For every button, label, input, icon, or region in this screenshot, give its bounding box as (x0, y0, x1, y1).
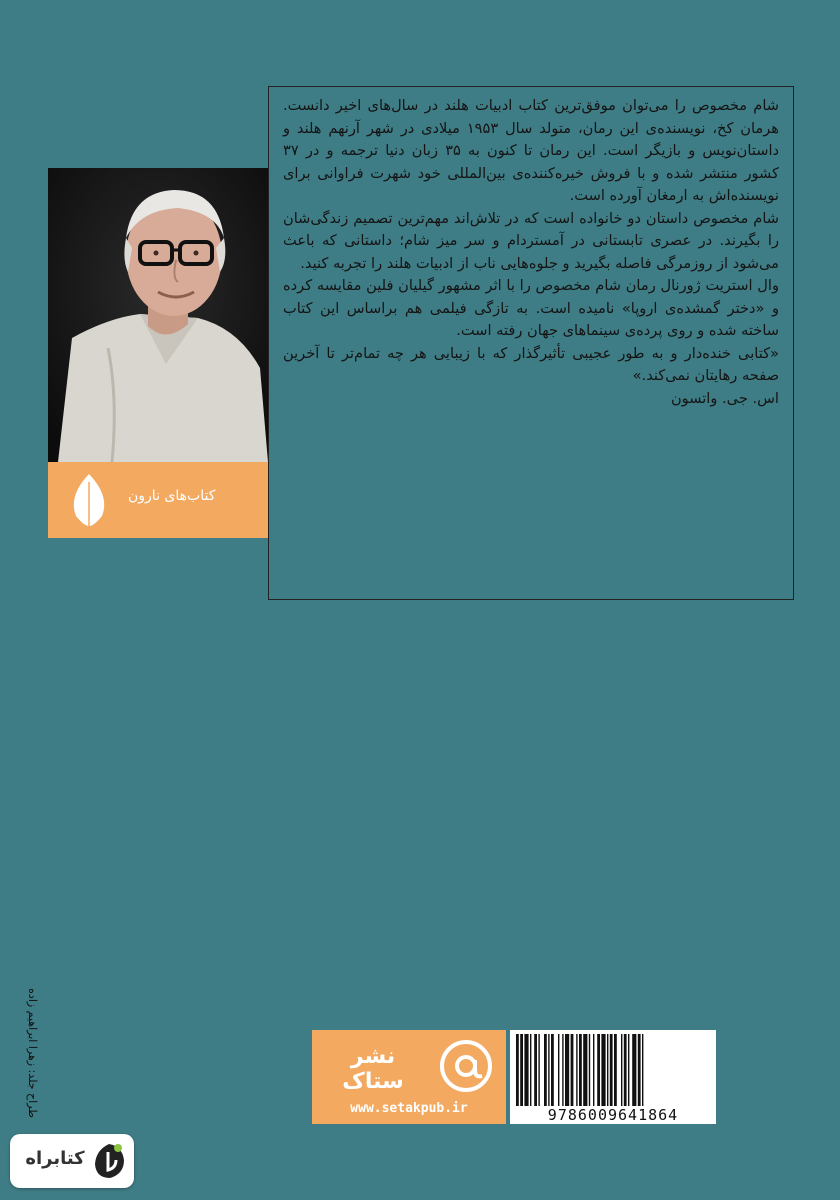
review-quote: «کتابی خنده‌دار و به طور عجیبی تأثیرگذار که با زیبایی هر چه تمام‌تر تا آخرین صفحه رهایتان نمی‌کند.» (283, 344, 779, 384)
cover-designer-credit: طراح جلد: زهرا ابراهیم زاده (26, 988, 39, 1118)
review-author: اس. جی. واتسون (670, 389, 779, 407)
description-paragraph: وال استریت ژورنال رمان شام مخصوص را با اثر مشهور گیلیان فلین مقایسه کرده و «دختر گمشده‌ی اروپا» نامیده است. به تازگی فیلمی هم براساس این کتاب ساخته شده و روی پرده‌ی سینماهای جهان رفته است. (283, 277, 779, 339)
book-description (268, 86, 794, 600)
publisher-name: نشر ستاک (342, 1044, 404, 1094)
at-sign-icon (438, 1038, 494, 1094)
isbn-number: 9786009641864 (510, 1106, 716, 1124)
leaf-icon (64, 470, 114, 530)
ketabrah-logo-icon (92, 1142, 126, 1180)
description-paragraph: شام مخصوص داستان دو خانواده است که در تلاش‌اند مهم‌ترین تصمیم زندگی‌شان را بگیرند. در عصری تابستانی در آمستردام و سر میز شام؛ داستانی که باعث می‌شود از روزمرگی فاصله بگیرید و جلوه‌هایی ناب از ادبیات هلند را تجربه کنید. (283, 209, 779, 272)
description-paragraph: شام مخصوص را می‌توان موفق‌ترین کتاب ادبیات هلند در سال‌های اخیر دانست. هرمان کخ، نویسنده‌ی این رمان، متولد سال ۱۹۵۳ میلادی در شهر آرنهم هلند و داستان‌نویس و بازیگر است. این رمان تا کنون به ۳۵ زبان دنیا ترجمه و در ۳۷ کشور منتشر شده و با فروش خیره‌کننده‌ی بین‌المللی خود شهرت فراوانی برای نویسنده‌اش به ارمغان آورده است. (283, 97, 779, 204)
series-label: کتاب‌های نارون (128, 488, 216, 504)
author-photo (48, 168, 268, 462)
watermark-label: کتابراه (25, 1148, 85, 1169)
publisher-website: www.setakpub.ir (350, 1101, 468, 1116)
